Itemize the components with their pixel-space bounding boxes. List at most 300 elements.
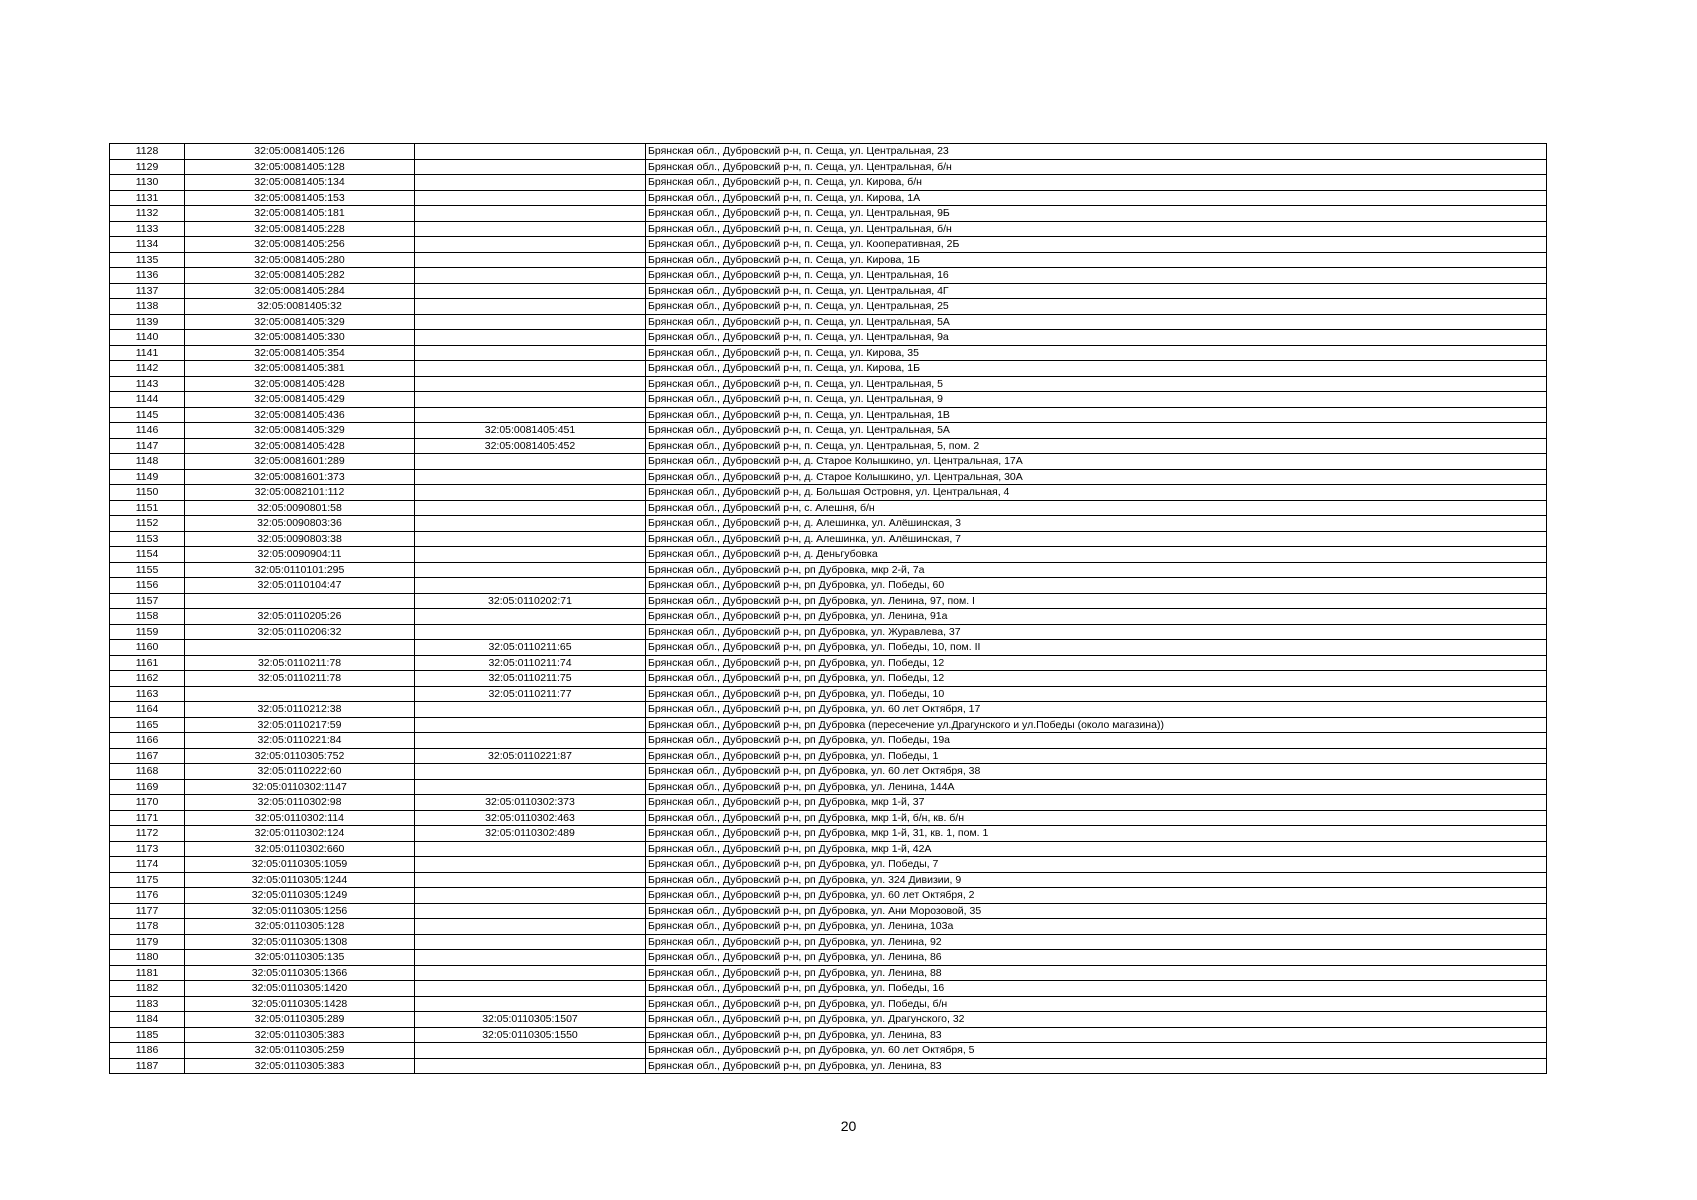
address-cell: Брянская обл., Дубровский р-н, п. Сеща, ул. Центральная, 25 [646,299,1547,315]
register-table-body [110,144,1547,1074]
cadastral-number-cell: 32:05:0110305:383 [185,1058,415,1074]
linked-cadastral-number-cell: 32:05:0110211:75 [415,671,646,687]
row-number-cell: 1134 [110,237,185,253]
linked-cadastral-number-cell [415,1043,646,1059]
address-cell: Брянская обл., Дубровский р-н, п. Сеща, ул. Центральная, 16 [646,268,1547,284]
address-cell: Брянская обл., Дубровский р-н, д. Большая Островня, ул. Центральная, 4 [646,485,1547,501]
cadastral-number-cell [185,686,415,702]
row-number-cell: 1172 [110,826,185,842]
linked-cadastral-number-cell [415,950,646,966]
address-cell: Брянская обл., Дубровский р-н, рп Дубровка, ул. 324 Дивизии, 9 [646,872,1547,888]
address-cell: Брянская обл., Дубровский р-н, п. Сеща, ул. Центральная, 9 [646,392,1547,408]
address-cell: Брянская обл., Дубровский р-н, рп Дубровка, ул. Ленина, 92 [646,934,1547,950]
table-row [110,965,1547,981]
cadastral-number-cell: 32:05:0081601:289 [185,454,415,470]
address-cell: Брянская обл., Дубровский р-н, рп Дубровка, ул. Победы, 1 [646,748,1547,764]
address-cell: Брянская обл., Дубровский р-н, рп Дубровка, ул. Победы, 12 [646,655,1547,671]
row-number-cell: 1157 [110,593,185,609]
linked-cadastral-number-cell [415,717,646,733]
table-row [110,624,1547,640]
row-number-cell: 1143 [110,376,185,392]
linked-cadastral-number-cell [415,206,646,222]
row-number-cell: 1184 [110,1012,185,1028]
table-row [110,361,1547,377]
cadastral-number-cell: 32:05:0110305:128 [185,919,415,935]
linked-cadastral-number-cell [415,345,646,361]
linked-cadastral-number-cell [415,485,646,501]
address-cell: Брянская обл., Дубровский р-н, п. Сеща, ул. Центральная, б/н [646,221,1547,237]
row-number-cell: 1165 [110,717,185,733]
cadastral-number-cell: 32:05:0110305:752 [185,748,415,764]
cadastral-number-cell: 32:05:0081405:428 [185,376,415,392]
address-cell: Брянская обл., Дубровский р-н, рп Дубровка (пересечение ул.Драгунского и ул.Победы (около магазина)) [646,717,1547,733]
table-row [110,423,1547,439]
address-cell: Брянская обл., Дубровский р-н, рп Дубровка, ул. Ленина, 97, пом. I [646,593,1547,609]
table-row [110,516,1547,532]
linked-cadastral-number-cell [415,407,646,423]
table-row [110,500,1547,516]
table-row [110,826,1547,842]
linked-cadastral-number-cell [415,1058,646,1074]
cadastral-number-cell: 32:05:0110305:1366 [185,965,415,981]
address-cell: Брянская обл., Дубровский р-н, п. Сеща, ул. Центральная, 4Г [646,283,1547,299]
linked-cadastral-number-cell: 32:05:0081405:452 [415,438,646,454]
table-row [110,345,1547,361]
row-number-cell: 1166 [110,733,185,749]
table-row [110,795,1547,811]
table-row [110,593,1547,609]
row-number-cell: 1175 [110,872,185,888]
cadastral-number-cell: 32:05:0081405:284 [185,283,415,299]
linked-cadastral-number-cell: 32:05:0110302:373 [415,795,646,811]
table-row [110,903,1547,919]
address-cell: Брянская обл., Дубровский р-н, рп Дубровка, ул. Победы, 19а [646,733,1547,749]
address-cell: Брянская обл., Дубровский р-н, п. Сеща, ул. Кирова, 1Б [646,361,1547,377]
cadastral-number-cell: 32:05:0110302:124 [185,826,415,842]
row-number-cell: 1128 [110,144,185,160]
address-cell: Брянская обл., Дубровский р-н, рп Дубровка, мкр 1-й, 31, кв. 1, пом. 1 [646,826,1547,842]
table-row [110,159,1547,175]
address-cell: Брянская обл., Дубровский р-н, д. Старое Колышкино, ул. Центральная, 17А [646,454,1547,470]
table-row [110,407,1547,423]
row-number-cell: 1177 [110,903,185,919]
row-number-cell: 1136 [110,268,185,284]
cadastral-number-cell: 32:05:0081405:429 [185,392,415,408]
cadastral-number-cell: 32:05:0081405:381 [185,361,415,377]
row-number-cell: 1158 [110,609,185,625]
row-number-cell: 1147 [110,438,185,454]
row-number-cell: 1138 [110,299,185,315]
table-row [110,547,1547,563]
row-number-cell: 1182 [110,981,185,997]
address-cell: Брянская обл., Дубровский р-н, рп Дубровка, мкр 1-й, 37 [646,795,1547,811]
linked-cadastral-number-cell [415,981,646,997]
row-number-cell: 1140 [110,330,185,346]
linked-cadastral-number-cell [415,624,646,640]
address-cell: Брянская обл., Дубровский р-н, рп Дубровка, ул. Победы, 7 [646,857,1547,873]
linked-cadastral-number-cell [415,469,646,485]
address-cell: Брянская обл., Дубровский р-н, рп Дубровка, ул. Победы, 10 [646,686,1547,702]
linked-cadastral-number-cell [415,268,646,284]
address-cell: Брянская обл., Дубровский р-н, рп Дубровка, ул. Победы, 16 [646,981,1547,997]
table-row [110,237,1547,253]
cadastral-number-cell: 32:05:0110222:60 [185,764,415,780]
cadastral-number-cell: 32:05:0081405:436 [185,407,415,423]
table-row [110,578,1547,594]
row-number-cell: 1132 [110,206,185,222]
row-number-cell: 1155 [110,562,185,578]
cadastral-number-cell: 32:05:0081405:128 [185,159,415,175]
cadastral-number-cell: 32:05:0110305:1308 [185,934,415,950]
linked-cadastral-number-cell: 32:05:0110221:87 [415,748,646,764]
table-row [110,950,1547,966]
cadastral-number-cell: 32:05:0110211:78 [185,671,415,687]
table-row [110,299,1547,315]
linked-cadastral-number-cell [415,531,646,547]
table-row [110,733,1547,749]
cadastral-number-cell: 32:05:0110302:98 [185,795,415,811]
row-number-cell: 1160 [110,640,185,656]
row-number-cell: 1139 [110,314,185,330]
row-number-cell: 1173 [110,841,185,857]
linked-cadastral-number-cell [415,903,646,919]
linked-cadastral-number-cell [415,609,646,625]
linked-cadastral-number-cell [415,934,646,950]
linked-cadastral-number-cell [415,857,646,873]
linked-cadastral-number-cell [415,872,646,888]
row-number-cell: 1130 [110,175,185,191]
table-row [110,717,1547,733]
cadastral-number-cell: 32:05:0110211:78 [185,655,415,671]
address-cell: Брянская обл., Дубровский р-н, рп Дубровка, ул. Победы, 12 [646,671,1547,687]
address-cell: Брянская обл., Дубровский р-н, рп Дубровка, ул. 60 лет Октября, 5 [646,1043,1547,1059]
cadastral-number-cell: 32:05:0110302:1147 [185,779,415,795]
linked-cadastral-number-cell [415,888,646,904]
cadastral-number-cell: 32:05:0110221:84 [185,733,415,749]
linked-cadastral-number-cell: 32:05:0110211:77 [415,686,646,702]
table-row [110,144,1547,160]
linked-cadastral-number-cell [415,454,646,470]
address-cell: Брянская обл., Дубровский р-н, д. Алешинка, ул. Алёшинская, 3 [646,516,1547,532]
row-number-cell: 1161 [110,655,185,671]
table-row [110,609,1547,625]
row-number-cell: 1131 [110,190,185,206]
linked-cadastral-number-cell [415,314,646,330]
linked-cadastral-number-cell [415,562,646,578]
address-cell: Брянская обл., Дубровский р-н, рп Дубровка, ул. Ленина, 88 [646,965,1547,981]
address-cell: Брянская обл., Дубровский р-н, рп Дубровка, мкр 1-й, 42А [646,841,1547,857]
cadastral-number-cell: 32:05:0090803:38 [185,531,415,547]
cadastral-number-cell: 32:05:0081405:329 [185,423,415,439]
table-row [110,841,1547,857]
cadastral-number-cell: 32:05:0081405:126 [185,144,415,160]
cadastral-number-cell: 32:05:0081405:134 [185,175,415,191]
row-number-cell: 1174 [110,857,185,873]
row-number-cell: 1181 [110,965,185,981]
address-cell: Брянская обл., Дубровский р-н, рп Дубровка, ул. Драгунского, 32 [646,1012,1547,1028]
cadastral-number-cell: 32:05:0110305:289 [185,1012,415,1028]
table-row [110,562,1547,578]
table-row [110,671,1547,687]
row-number-cell: 1185 [110,1027,185,1043]
row-number-cell: 1148 [110,454,185,470]
row-number-cell: 1178 [110,919,185,935]
cadastral-number-cell: 32:05:0090801:58 [185,500,415,516]
address-cell: Брянская обл., Дубровский р-н, п. Сеща, ул. Центральная, 5А [646,314,1547,330]
table-row [110,206,1547,222]
address-cell: Брянская обл., Дубровский р-н, п. Сеща, ул. Центральная, 9Б [646,206,1547,222]
address-cell: Брянская обл., Дубровский р-н, п. Сеща, ул. Центральная, 5, пом. 2 [646,438,1547,454]
cadastral-number-cell: 32:05:0090803:36 [185,516,415,532]
cadastral-number-cell: 32:05:0081405:282 [185,268,415,284]
cadastral-number-cell: 32:05:0081405:428 [185,438,415,454]
row-number-cell: 1149 [110,469,185,485]
cadastral-number-cell: 32:05:0081405:329 [185,314,415,330]
table-row [110,485,1547,501]
address-cell: Брянская обл., Дубровский р-н, п. Сеща, ул. Центральная, 5 [646,376,1547,392]
row-number-cell: 1156 [110,578,185,594]
row-number-cell: 1154 [110,547,185,563]
row-number-cell: 1164 [110,702,185,718]
address-cell: Брянская обл., Дубровский р-н, п. Сеща, ул. Кирова, 1А [646,190,1547,206]
address-cell: Брянская обл., Дубровский р-н, рп Дубровка, ул. Ленина, 86 [646,950,1547,966]
row-number-cell: 1146 [110,423,185,439]
cadastral-number-cell: 32:05:0081405:280 [185,252,415,268]
table-row [110,686,1547,702]
address-cell: Брянская обл., Дубровский р-н, д. Деньгубовка [646,547,1547,563]
cadastral-number-cell: 32:05:0081405:354 [185,345,415,361]
linked-cadastral-number-cell [415,299,646,315]
cadastral-number-cell: 32:05:0081405:228 [185,221,415,237]
linked-cadastral-number-cell [415,578,646,594]
row-number-cell: 1135 [110,252,185,268]
cadastral-number-cell: 32:05:0110305:1244 [185,872,415,888]
table-row [110,283,1547,299]
address-cell: Брянская обл., Дубровский р-н, рп Дубровка, ул. Ани Морозовой, 35 [646,903,1547,919]
cadastral-number-cell: 32:05:0110212:38 [185,702,415,718]
table-row [110,702,1547,718]
address-cell: Брянская обл., Дубровский р-н, п. Сеща, ул. Кирова, б/н [646,175,1547,191]
linked-cadastral-number-cell [415,252,646,268]
cadastral-number-cell: 32:05:0110305:259 [185,1043,415,1059]
cadastral-number-cell: 32:05:0090904:11 [185,547,415,563]
table-row [110,1027,1547,1043]
row-number-cell: 1163 [110,686,185,702]
linked-cadastral-number-cell [415,144,646,160]
row-number-cell: 1159 [110,624,185,640]
row-number-cell: 1180 [110,950,185,966]
address-cell: Брянская обл., Дубровский р-н, п. Сеща, ул. Центральная, 5А [646,423,1547,439]
row-number-cell: 1186 [110,1043,185,1059]
table-row [110,888,1547,904]
row-number-cell: 1151 [110,500,185,516]
address-cell: Брянская обл., Дубровский р-н, п. Сеща, ул. Кирова, 1Б [646,252,1547,268]
table-row [110,1043,1547,1059]
linked-cadastral-number-cell [415,175,646,191]
linked-cadastral-number-cell [415,237,646,253]
linked-cadastral-number-cell: 32:05:0110305:1550 [415,1027,646,1043]
address-cell: Брянская обл., Дубровский р-н, рп Дубровка, ул. 60 лет Октября, 38 [646,764,1547,780]
address-cell: Брянская обл., Дубровский р-н, рп Дубровка, ул. Ленина, 91а [646,609,1547,625]
linked-cadastral-number-cell: 32:05:0110302:463 [415,810,646,826]
cadastral-number-cell: 32:05:0081405:153 [185,190,415,206]
address-cell: Брянская обл., Дубровский р-н, рп Дубровка, ул. 60 лет Октября, 2 [646,888,1547,904]
linked-cadastral-number-cell: 32:05:0110211:74 [415,655,646,671]
row-number-cell: 1141 [110,345,185,361]
address-cell: Брянская обл., Дубровский р-н, п. Сеща, ул. Центральная, б/н [646,159,1547,175]
address-cell: Брянская обл., Дубровский р-н, рп Дубровка, ул. Журавлева, 37 [646,624,1547,640]
address-cell: Брянская обл., Дубровский р-н, п. Сеща, ул. Кирова, 35 [646,345,1547,361]
linked-cadastral-number-cell [415,159,646,175]
address-cell: Брянская обл., Дубровский р-н, рп Дубровка, ул. Ленина, 103а [646,919,1547,935]
register-table [109,143,1547,1074]
linked-cadastral-number-cell [415,965,646,981]
address-cell: Брянская обл., Дубровский р-н, рп Дубровка, ул. Победы, 10, пом. II [646,640,1547,656]
cadastral-number-cell: 32:05:0110302:660 [185,841,415,857]
address-cell: Брянская обл., Дубровский р-н, рп Дубровка, ул. Победы, 60 [646,578,1547,594]
row-number-cell: 1150 [110,485,185,501]
cadastral-number-cell: 32:05:0081405:32 [185,299,415,315]
table-row [110,190,1547,206]
table-row [110,392,1547,408]
page-number: 20 [840,1118,857,1134]
cadastral-number-cell: 32:05:0081405:256 [185,237,415,253]
linked-cadastral-number-cell [415,779,646,795]
table-row [110,996,1547,1012]
cadastral-number-cell: 32:05:0081601:373 [185,469,415,485]
address-cell: Брянская обл., Дубровский р-н, с. Алешня, б/н [646,500,1547,516]
linked-cadastral-number-cell: 32:05:0110305:1507 [415,1012,646,1028]
linked-cadastral-number-cell: 32:05:0110202:71 [415,593,646,609]
linked-cadastral-number-cell [415,919,646,935]
cadastral-number-cell [185,593,415,609]
table-row [110,314,1547,330]
table-row [110,531,1547,547]
address-cell: Брянская обл., Дубровский р-н, рп Дубровка, мкр 1-й, б/н, кв. б/н [646,810,1547,826]
row-number-cell: 1129 [110,159,185,175]
cadastral-number-cell: 32:05:0081405:330 [185,330,415,346]
cadastral-number-cell: 32:05:0110305:135 [185,950,415,966]
table-row [110,330,1547,346]
table-row [110,779,1547,795]
table-row [110,221,1547,237]
linked-cadastral-number-cell [415,283,646,299]
address-cell: Брянская обл., Дубровский р-н, рп Дубровка, мкр 2-й, 7а [646,562,1547,578]
linked-cadastral-number-cell [415,190,646,206]
row-number-cell: 1144 [110,392,185,408]
row-number-cell: 1152 [110,516,185,532]
cadastral-number-cell: 32:05:0110206:32 [185,624,415,640]
table-row [110,469,1547,485]
row-number-cell: 1176 [110,888,185,904]
address-cell: Брянская обл., Дубровский р-н, рп Дубровка, ул. Победы, б/н [646,996,1547,1012]
cadastral-number-cell [185,640,415,656]
row-number-cell: 1170 [110,795,185,811]
row-number-cell: 1153 [110,531,185,547]
cadastral-number-cell: 32:05:0110305:1249 [185,888,415,904]
address-cell: Брянская обл., Дубровский р-н, д. Алешинка, ул. Алёшинская, 7 [646,531,1547,547]
linked-cadastral-number-cell: 32:05:0110211:65 [415,640,646,656]
cadastral-number-cell: 32:05:0110305:1256 [185,903,415,919]
cadastral-number-cell: 32:05:0110305:1420 [185,981,415,997]
cadastral-number-cell: 32:05:0081405:181 [185,206,415,222]
cadastral-number-cell: 32:05:0110101:295 [185,562,415,578]
linked-cadastral-number-cell [415,221,646,237]
linked-cadastral-number-cell [415,516,646,532]
table-row [110,640,1547,656]
table-row [110,376,1547,392]
table-row [110,1058,1547,1074]
table-row [110,175,1547,191]
cadastral-number-cell: 32:05:0110305:1059 [185,857,415,873]
linked-cadastral-number-cell [415,996,646,1012]
row-number-cell: 1162 [110,671,185,687]
address-cell: Брянская обл., Дубровский р-н, рп Дубровка, ул. Ленина, 144А [646,779,1547,795]
row-number-cell: 1169 [110,779,185,795]
cadastral-number-cell: 32:05:0082101:112 [185,485,415,501]
row-number-cell: 1171 [110,810,185,826]
linked-cadastral-number-cell: 32:05:0081405:451 [415,423,646,439]
linked-cadastral-number-cell [415,361,646,377]
linked-cadastral-number-cell: 32:05:0110302:489 [415,826,646,842]
row-number-cell: 1167 [110,748,185,764]
linked-cadastral-number-cell [415,376,646,392]
cadastral-number-cell: 32:05:0110217:59 [185,717,415,733]
linked-cadastral-number-cell [415,841,646,857]
linked-cadastral-number-cell [415,733,646,749]
table-row [110,764,1547,780]
table-row [110,655,1547,671]
address-cell: Брянская обл., Дубровский р-н, п. Сеща, ул. Центральная, 1В [646,407,1547,423]
table-row [110,810,1547,826]
address-cell: Брянская обл., Дубровский р-н, рп Дубровка, ул. Ленина, 83 [646,1027,1547,1043]
table-row [110,981,1547,997]
row-number-cell: 1183 [110,996,185,1012]
row-number-cell: 1133 [110,221,185,237]
linked-cadastral-number-cell [415,764,646,780]
cadastral-number-cell: 32:05:0110305:1428 [185,996,415,1012]
table-row [110,872,1547,888]
cadastral-number-cell: 32:05:0110302:114 [185,810,415,826]
cadastral-number-cell: 32:05:0110305:383 [185,1027,415,1043]
address-cell: Брянская обл., Дубровский р-н, п. Сеща, ул. Центральная, 23 [646,144,1547,160]
table-row [110,748,1547,764]
row-number-cell: 1145 [110,407,185,423]
linked-cadastral-number-cell [415,392,646,408]
row-number-cell: 1179 [110,934,185,950]
table-row [110,252,1547,268]
table-row [110,268,1547,284]
address-cell: Брянская обл., Дубровский р-н, п. Сеща, ул. Центральная, 9а [646,330,1547,346]
table-row [110,454,1547,470]
table-row [110,857,1547,873]
row-number-cell: 1187 [110,1058,185,1074]
table-row [110,438,1547,454]
address-cell: Брянская обл., Дубровский р-н, рп Дубровка, ул. Ленина, 83 [646,1058,1547,1074]
table-row [110,1012,1547,1028]
cadastral-number-cell: 32:05:0110104:47 [185,578,415,594]
linked-cadastral-number-cell [415,702,646,718]
row-number-cell: 1142 [110,361,185,377]
address-cell: Брянская обл., Дубровский р-н, д. Старое Колышкино, ул. Центральная, 30А [646,469,1547,485]
linked-cadastral-number-cell [415,330,646,346]
row-number-cell: 1168 [110,764,185,780]
address-cell: Брянская обл., Дубровский р-н, п. Сеща, ул. Кооперативная, 2Б [646,237,1547,253]
row-number-cell: 1137 [110,283,185,299]
cadastral-number-cell: 32:05:0110205:26 [185,609,415,625]
linked-cadastral-number-cell [415,500,646,516]
linked-cadastral-number-cell [415,547,646,563]
